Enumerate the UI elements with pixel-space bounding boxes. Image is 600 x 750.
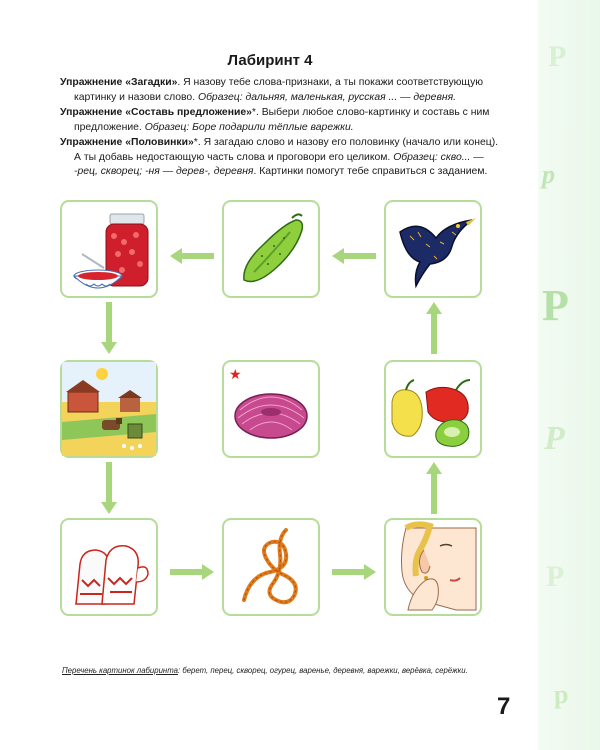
peppers-icon — [386, 362, 480, 456]
margin-letter: Р — [542, 281, 569, 330]
star-icon: ★ — [229, 366, 242, 382]
exercise-text: картинку и назови слово. — [74, 91, 198, 103]
rope-icon — [224, 520, 318, 614]
exercise-text: . Картинки помогут тебе справиться с заданием. — [253, 166, 488, 178]
exercise-example: Образец: скво... — — [393, 151, 484, 163]
earrings-icon — [386, 520, 480, 614]
card-village — [60, 360, 158, 458]
arrow-down-icon — [99, 300, 119, 356]
exercise-example: -рец, скворец; -ня — дерев-, деревня — [74, 166, 254, 178]
exercise-example: Образец: Боре подарили тёплые варежки. — [144, 121, 354, 133]
exercise-halves — [60, 136, 520, 180]
margin-decoration — [538, 0, 600, 750]
exercise-sentence — [60, 106, 520, 135]
arrow-down-icon — [99, 460, 119, 516]
margin-letter: р — [542, 160, 555, 189]
footnote-label: Перечень картинок лабиринта — [62, 666, 178, 675]
margin-letter: р — [554, 680, 569, 709]
arrow-left-icon — [332, 246, 378, 266]
arrow-up-icon — [424, 460, 444, 516]
village-icon — [62, 362, 156, 456]
card-starling — [384, 200, 482, 298]
arrow-right-icon — [170, 562, 216, 582]
card-jam-jar — [60, 200, 158, 298]
jam-jar-icon — [62, 202, 156, 296]
arrow-up-icon — [424, 300, 444, 356]
exercise-text: предложение. — [74, 121, 145, 133]
cucumber-icon — [224, 202, 318, 296]
card-earrings — [384, 518, 482, 616]
page-title: Лабиринт 4 — [227, 52, 313, 69]
exercise-name: Упражнение «Загадки» — [60, 77, 178, 88]
exercise-example: Образец: дальняя, маленькая, русская ... — деревня. — [198, 91, 457, 103]
mittens-icon — [62, 520, 156, 614]
arrow-left-icon — [170, 246, 216, 266]
exercise-text: А ты добавь недостающую часть слова и проговори его целиком. — [74, 151, 394, 163]
exercise-riddles — [60, 76, 520, 105]
exercise-name: Упражнение «Составь предложение» — [60, 107, 252, 118]
page-number: 7 — [497, 693, 511, 720]
footnote-list: : берет, перец, скворец, огурец, варенье, деревня, варежки, верёвка, серёжки. — [177, 666, 468, 675]
picture-list-footnote — [62, 666, 532, 675]
margin-letter: Р — [546, 560, 565, 593]
margin-letter: Р — [544, 420, 565, 457]
exercise-text: *. Я загадаю слово и назову его половинку (начало или конец). — [193, 137, 499, 148]
arrow-right-icon — [332, 562, 378, 582]
margin-letter: Р — [548, 40, 567, 73]
starling-icon — [386, 202, 480, 296]
exercise-text: . Я назову тебе слова-признаки, а ты покажи соответствующую — [177, 77, 484, 88]
exercise-text: *. Выбери любое слово-картинку и составь с ним — [251, 107, 490, 118]
card-cucumber — [222, 200, 320, 298]
card-rope — [222, 518, 320, 616]
card-mittens — [60, 518, 158, 616]
card-peppers — [384, 360, 482, 458]
exercise-name: Упражнение «Половинки» — [60, 137, 194, 148]
